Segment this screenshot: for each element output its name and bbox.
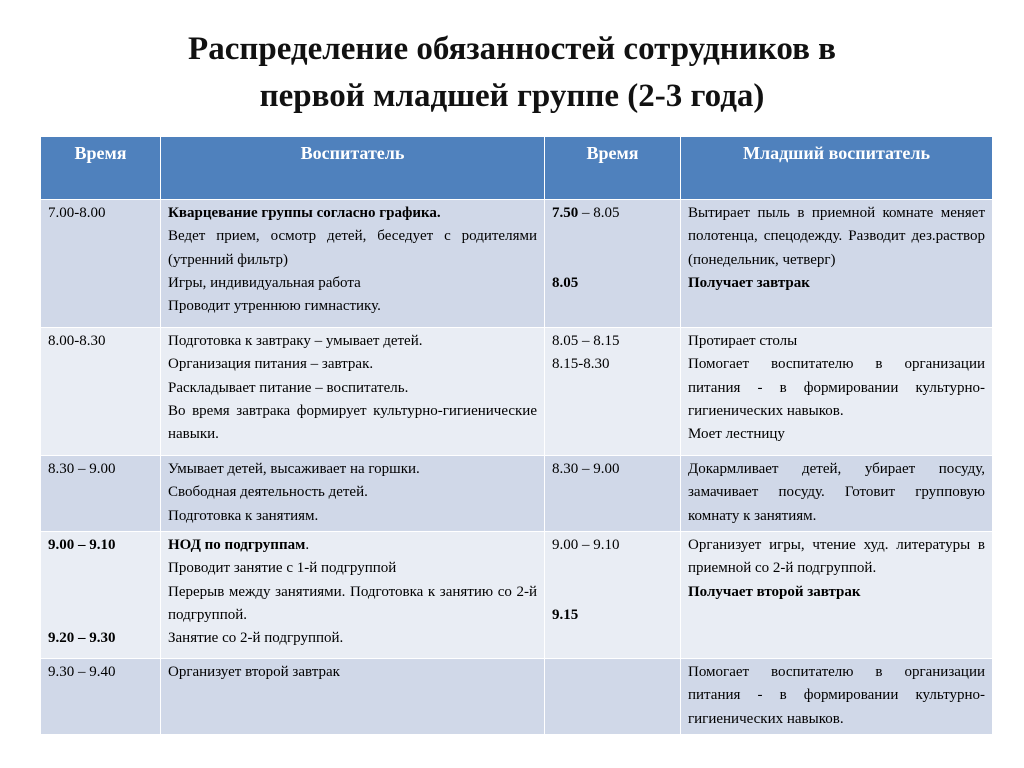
- duty-line: Умывает детей, высаживает на горшки.: [168, 461, 420, 477]
- duty-line: Организует второй завтрак: [168, 664, 340, 680]
- duty-line: Организует игры, чтение худ. литературы в приемной со 2-й подгруппой.: [688, 537, 985, 577]
- title-line-2: первой младшей группе (2-3 года): [259, 78, 765, 114]
- time-value: 8.30 – 9.00: [552, 461, 620, 477]
- time-value: [552, 202, 673, 225]
- time-cell: [41, 659, 161, 735]
- schedule-table: [40, 136, 993, 735]
- assistant-duties-cell: [681, 532, 993, 659]
- duty-line: Проводит занятие с 1-й подгруппой: [168, 560, 397, 577]
- duty-line: Вытирает пыль в приемной комнате меняет полотенца, спецодежду. Разводит дез.раствор (понедельник, четверг): [688, 205, 985, 268]
- time-value: 9.15: [552, 606, 579, 623]
- time-value: 9.00 – 9.10: [48, 537, 116, 553]
- time-cell: [545, 328, 681, 456]
- duty-line: Свободная деятельность детей.: [168, 484, 368, 501]
- table-row: [41, 532, 993, 659]
- duty-line: Игры, индивидуальная работа: [168, 274, 361, 291]
- time-value: 8.30 – 9.00: [48, 461, 116, 477]
- title-line-1: Распределение обязанностей сотрудников в: [188, 31, 836, 67]
- duty-line: Помогает воспитателю в организации питания - в формировании культурно-гигиенических навыков.: [688, 664, 985, 727]
- header-row: [41, 137, 993, 200]
- time-value: 9.20 – 9.30: [48, 630, 116, 647]
- time-value: 9.00 – 9.10: [552, 537, 620, 553]
- time-cell: [545, 532, 681, 659]
- assistant-duties-cell: [681, 456, 993, 532]
- duty-line: Перерыв между занятиями. Подготовка к занятию со 2-й подгруппой.: [168, 583, 537, 623]
- table-row: [41, 456, 993, 532]
- duty-line: Подготовка к завтраку – умывает детей.: [168, 333, 423, 349]
- duty-line: Получает завтрак: [688, 274, 810, 291]
- time-cell: [545, 456, 681, 532]
- duty-line: Во время завтрака формирует культурно-гигиенические навыки.: [168, 402, 537, 443]
- time-cell: [41, 456, 161, 532]
- duty-line: [168, 534, 537, 557]
- teacher-duties-cell: [161, 328, 545, 456]
- teacher-duties-cell: [161, 456, 545, 532]
- duty-line: Ведет прием, осмотр детей, беседует с родителями (утренний фильтр): [168, 228, 537, 268]
- duty-heading-tail: .: [305, 537, 310, 553]
- time-value: 8.05 – 8.15: [552, 333, 620, 349]
- duty-line: Получает второй завтрак: [688, 583, 861, 600]
- time-cell: [41, 532, 161, 659]
- assistant-duties-cell: [681, 328, 993, 456]
- duty-line: Помогает воспитателю в организации питания - в формировании культурно-гигиенических навыков.: [688, 356, 985, 419]
- spacer: [552, 557, 673, 604]
- spacer: [48, 604, 153, 627]
- header-time-teacher: Время: [41, 137, 161, 200]
- assistant-duties-cell: [681, 200, 993, 328]
- duty-line: Занятие со 2-й подгруппой.: [168, 630, 344, 647]
- time-value-rest: – 8.05: [578, 205, 620, 221]
- spacer: [48, 557, 153, 604]
- time-value: 7.00-8.00: [48, 205, 106, 221]
- table-row: [41, 200, 993, 328]
- header-teacher: Воспитатель: [161, 137, 545, 200]
- duty-line: Моет лестницу: [688, 426, 785, 443]
- time-value: 8.00-8.30: [48, 333, 106, 349]
- teacher-duties-cell: [161, 200, 545, 328]
- duty-line: Подготовка к занятиям.: [168, 507, 319, 524]
- duty-line: Проводит утреннюю гимнастику.: [168, 298, 381, 315]
- duty-line: Кварцевание группы согласно графика.: [168, 205, 441, 221]
- time-cell: [41, 328, 161, 456]
- duty-line: Докармливает детей, убирает посуду, замачивает посуду. Готовит групповую комнату к занятиям.: [688, 461, 985, 524]
- table-row: [41, 328, 993, 456]
- header-assistant: Младший воспитатель: [681, 137, 993, 200]
- time-cell: [545, 659, 681, 735]
- spacer: [552, 225, 673, 272]
- page-title: [0, 26, 1024, 120]
- time-cell: [41, 200, 161, 328]
- header-time-assistant: Время: [545, 137, 681, 200]
- duty-line: Протирает столы: [688, 333, 798, 349]
- table-row: [41, 659, 993, 735]
- duty-line: Организация питания – завтрак.: [168, 356, 374, 373]
- time-value: 8.15-8.30: [552, 356, 610, 373]
- time-value: 8.05: [552, 274, 579, 291]
- teacher-duties-cell: [161, 659, 545, 735]
- time-cell: [545, 200, 681, 328]
- time-value: 9.30 – 9.40: [48, 664, 116, 680]
- time-value-bold: 7.50: [552, 205, 579, 221]
- teacher-duties-cell: [161, 532, 545, 659]
- duty-heading: НОД по подгруппам: [168, 537, 306, 553]
- assistant-duties-cell: [681, 659, 993, 735]
- duty-line: Раскладывает питание – воспитатель.: [168, 379, 409, 396]
